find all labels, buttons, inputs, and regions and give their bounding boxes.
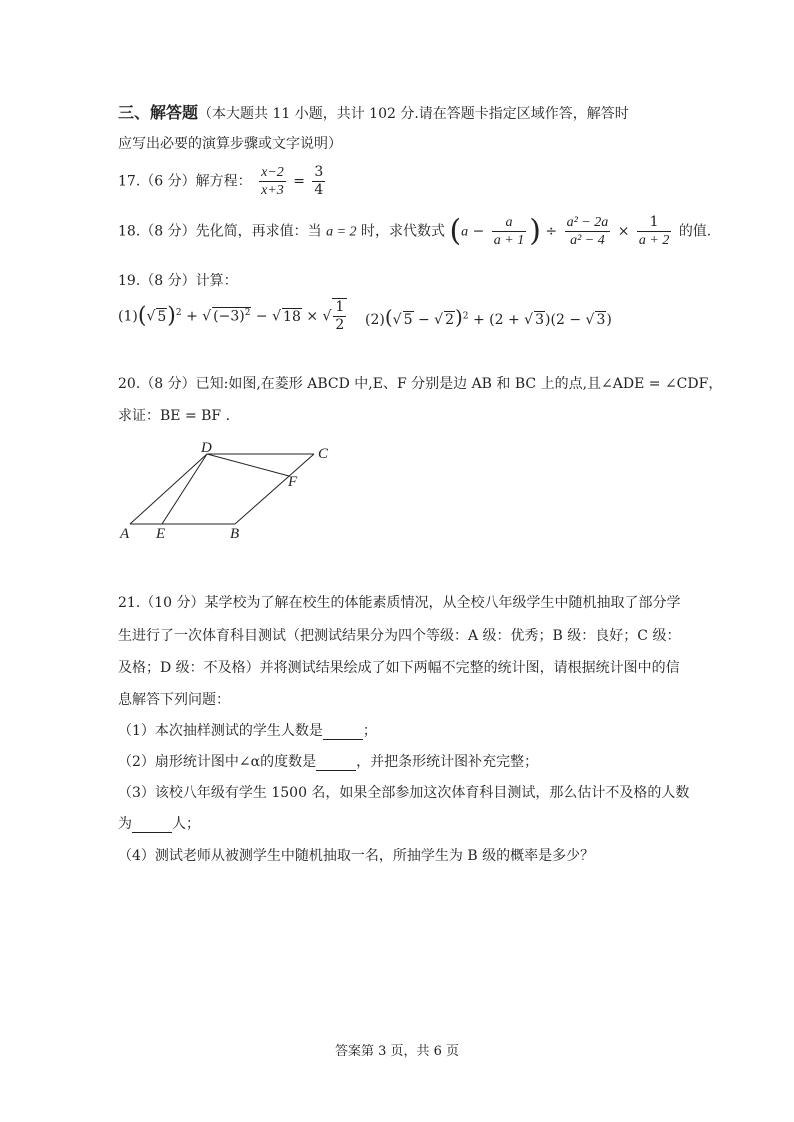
q17-label: 17.（6 分）解方程： xyxy=(118,173,252,190)
q18-paren-open: ( xyxy=(449,213,462,249)
section-intro-line1: （本大题共 11 小题，共计 102 分.请在答题卡指定区域作答，解答时 xyxy=(198,106,629,122)
page-footer: 答案第 3 页，共 6 页 xyxy=(334,1044,460,1059)
q19-p1-sqrt18: 18 xyxy=(283,308,301,325)
q21-sub2 xyxy=(118,751,538,771)
q21-s2-end: ，并把条形统计图补充完整； xyxy=(356,754,539,770)
q19-p1-times: × xyxy=(306,308,319,325)
q18-f1-num: a xyxy=(492,214,526,232)
q19-p1-plus: + xyxy=(186,308,198,325)
q19-p2-sqrt3a: 3 xyxy=(535,312,545,328)
q19-p1-frac-num: 1 xyxy=(335,299,345,315)
q21-s2-blank[interactable] xyxy=(316,756,356,771)
q19-p1-minus: − xyxy=(255,308,268,325)
q19-p1-sup: 2 xyxy=(175,307,182,318)
q21-s3-text: 为 xyxy=(118,816,132,832)
q21-s1-end: ； xyxy=(362,723,377,739)
q18-paren-close: ) xyxy=(529,213,541,249)
question-17 xyxy=(118,164,328,199)
q17-right-numerator: 3 xyxy=(314,164,324,180)
q19-p2-sup: 2 xyxy=(462,311,469,322)
q21-line2: 生进行了一次体育科目测试（把测试结果分为四个等级：A 级：优秀；B 级：良好；C 级： xyxy=(118,628,681,644)
q21-sub3-line2 xyxy=(118,813,200,833)
label-d: D xyxy=(201,440,212,456)
section-intro-line2: 应写出必要的演算步骤或文字说明） xyxy=(118,136,342,152)
q19-p2-minus: − xyxy=(417,312,430,328)
q17-fraction-left xyxy=(259,164,286,199)
q19-p2-sqrt3b: 3 xyxy=(596,312,606,328)
q19-p2-c-open: (2 + xyxy=(489,312,520,328)
q21-line4: 息解答下列问题： xyxy=(118,692,230,708)
q21-sub3-line1: （3）该校八年级有学生 1500 名，如果全部参加这次体育科目测试，那么估计不及格的人数 xyxy=(118,785,690,801)
q17-equals: = xyxy=(293,173,305,190)
q18-divide: ÷ xyxy=(545,223,558,240)
q19-p2-label: (2) xyxy=(365,312,385,328)
label-a: A xyxy=(120,526,130,542)
q18-fraction-2 xyxy=(565,214,611,249)
q18-mid: 时，求代数式 xyxy=(360,223,445,240)
q18-fraction-3 xyxy=(637,214,671,249)
q19-part1: (1)(√ 5)$^2$ + √ $(-3)^2$ − √ 18 × √ $\frac{1}{2}$ xyxy=(118,298,347,334)
q19-p1-inner: (−3) xyxy=(213,308,245,325)
q19-p1-sup2: 2 xyxy=(244,307,251,318)
q18-f2-num: a² − 2a xyxy=(566,215,609,230)
q19-p1-sqrt5: 5 xyxy=(157,308,167,325)
q19-p2-c-close: ) xyxy=(545,312,551,328)
q21-line1: 21.（10 分）某学校为了解在校生的体能素质情况，从全校八年级学生中随机抽取了部分学 xyxy=(118,595,681,611)
q17-right-denominator: 4 xyxy=(314,182,324,198)
q18-f2-den: a² − 4 xyxy=(570,233,605,248)
q18-f3-num: 1 xyxy=(637,214,671,232)
q19-p2-sqrt5: 5 xyxy=(403,312,413,328)
section-heading xyxy=(118,100,629,123)
q18-minus: − xyxy=(472,223,485,240)
q17-denominator: x+3 xyxy=(261,183,284,198)
rhombus-figure xyxy=(112,438,342,546)
segment-df xyxy=(207,454,289,476)
q21-line3: 及格；D 级：不及格）并将测试结果绘成了如下两幅不完整的统计图，请根据统计图中的信 xyxy=(118,660,680,676)
q17-fraction-right xyxy=(312,164,325,199)
question-18 xyxy=(118,214,711,249)
q18-end: 的值. xyxy=(678,223,712,240)
label-c: C xyxy=(318,446,329,462)
q18-condition: a = 2 xyxy=(326,224,357,240)
q19-p2-sqrt2: 2 xyxy=(445,312,454,328)
q19-label: 19.（8 分）计算： xyxy=(118,273,238,289)
q20-line1: 20.（8 分）已知:如图,在菱形 ABCD 中,E、F 分别是边 AB 和 BC 上的点,且∠ADE = ∠CDF， xyxy=(118,376,723,392)
q18-times: × xyxy=(617,223,630,240)
q21-s2-text: （2）扇形统计图中∠α的度数是 xyxy=(118,754,317,770)
q18-f1-den: a + 1 xyxy=(493,233,525,248)
q19-p2-plus: + xyxy=(472,312,485,328)
q19-p1-label: (1) xyxy=(118,308,138,325)
q18-f3-den: a + 2 xyxy=(638,233,670,248)
label-f: F xyxy=(288,474,298,490)
label-b: B xyxy=(230,526,240,542)
q19-part2: (2)(√ 5 − √ 2)$^2$ + (2 + √ 3)(2 − √ 3) xyxy=(365,305,612,329)
q18-a: a xyxy=(461,224,469,240)
label-e: E xyxy=(156,526,166,542)
q21-s1-blank[interactable] xyxy=(323,725,363,740)
q21-s3-end: 人； xyxy=(172,816,200,832)
q17-numerator: x−2 xyxy=(261,165,284,180)
q21-sub4: （4）测试老师从被测学生中随机抽取一名，所抽学生为 B 级的概率是多少？ xyxy=(118,848,595,864)
q19-p2-d-close: ) xyxy=(606,312,612,328)
q21-s1-text: （1）本次抽样测试的学生人数是 xyxy=(118,723,323,739)
q18-label: 18.（8 分）先化简，再求值：当 xyxy=(118,223,322,240)
q19-p1-frac-den: 2 xyxy=(335,317,345,333)
q20-line2: 求证：BE = BF . xyxy=(118,408,231,424)
q21-s3-blank[interactable] xyxy=(132,818,172,833)
section-title: 三、解答题 xyxy=(118,103,199,122)
q21-sub1 xyxy=(118,720,377,740)
q19-p2-d-open: (2 − xyxy=(550,312,582,328)
q18-fraction-1 xyxy=(492,214,526,249)
